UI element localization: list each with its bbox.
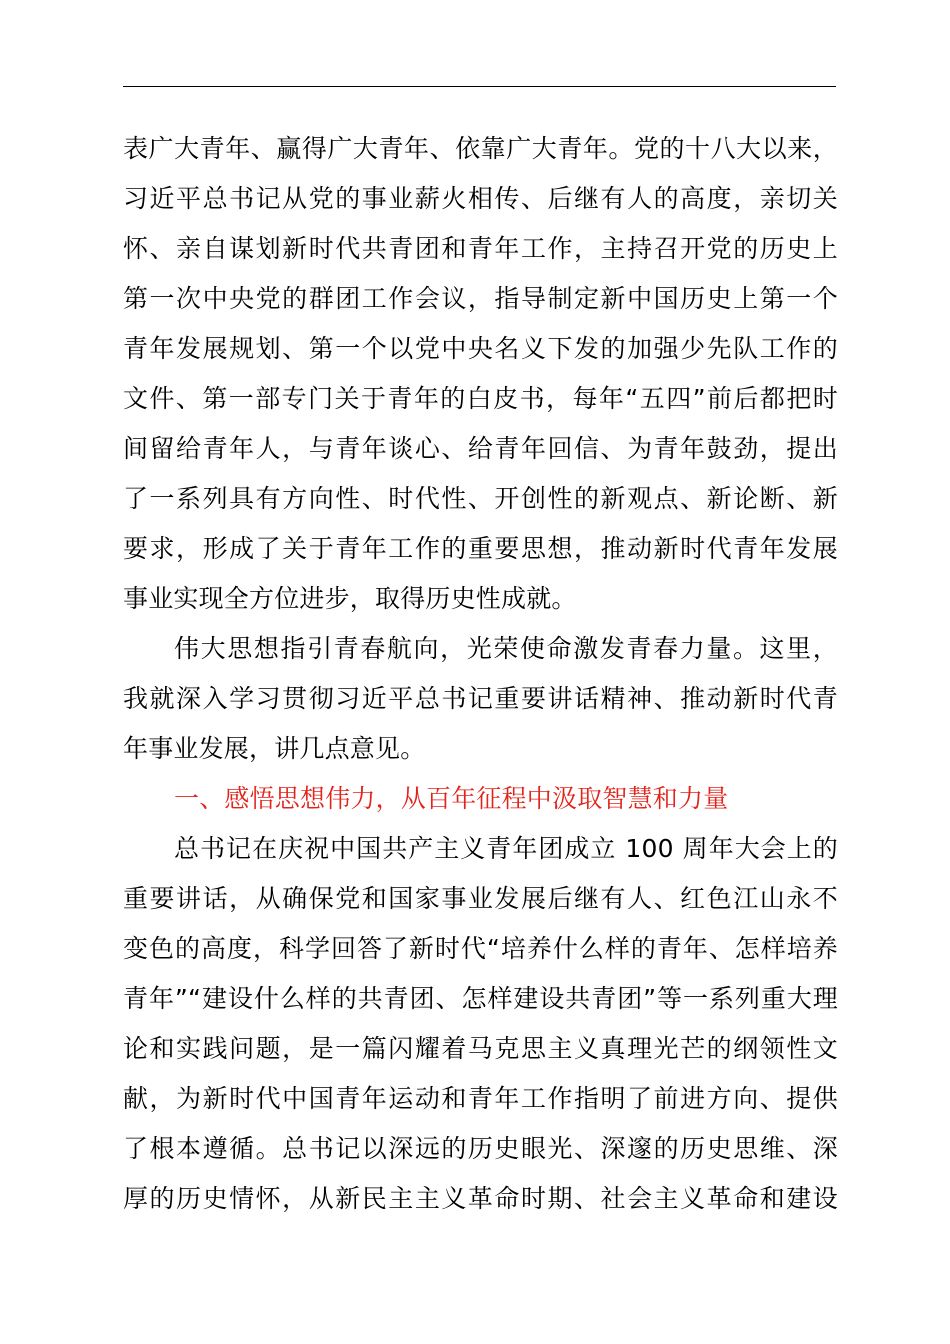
paragraph-first-line: 总书记在庆祝中国共产主义青年团成立 100 周年大会上的 — [174, 834, 838, 863]
section-heading: 一、感悟思想伟力，从百年征程中汲取智慧和力量 — [174, 784, 729, 813]
text-line: 青年”“建设什么样的共青团、怎样建设共青团”等一系列重大理 — [123, 984, 838, 1013]
text-line: 事业实现全方位进步，取得历史性成就。 — [123, 584, 577, 613]
text-line: 论和实践问题，是一篇闪耀着马克思主义真理光芒的纲领性文 — [123, 1034, 838, 1063]
text-line: 了一系列具有方向性、时代性、开创性的新观点、新论断、新 — [123, 484, 838, 513]
paragraph-first-line: 伟大思想指引青春航向，光荣使命激发青春力量。这里， — [174, 634, 838, 663]
text-line: 厚的历史情怀，从新民主主义革命时期、社会主义革命和建设 — [123, 1184, 838, 1213]
body-text — [123, 124, 838, 1224]
text-line: 年事业发展，讲几点意见。 — [123, 734, 426, 763]
text-line: 我就深入学习贯彻习近平总书记重要讲话精神、推动新时代青 — [123, 684, 838, 713]
text-line: 第一次中央党的群团工作会议，指导制定新中国历史上第一个 — [123, 284, 838, 313]
text-line: 文件、第一部专门关于青年的白皮书，每年“五四”前后都把时 — [123, 384, 838, 413]
text-line: 重要讲话，从确保党和国家事业发展后继有人、红色江山永不 — [123, 884, 838, 913]
header-rule — [123, 86, 836, 87]
text-line: 变色的高度，科学回答了新时代“培养什么样的青年、怎样培养 — [123, 934, 838, 963]
text-line: 间留给青年人，与青年谈心、给青年回信、为青年鼓劲，提出 — [123, 434, 838, 463]
text-line: 怀、亲自谋划新时代共青团和青年工作，主持召开党的历史上 — [123, 234, 838, 263]
text-line: 献，为新时代中国青年运动和青年工作指明了前进方向、提供 — [123, 1084, 838, 1113]
text-line: 要求，形成了关于青年工作的重要思想，推动新时代青年发展 — [123, 534, 838, 563]
text-line: 表广大青年、赢得广大青年、依靠广大青年。党的十八大以来， — [123, 134, 838, 163]
text-line: 了根本遵循。总书记以深远的历史眼光、深邃的历史思维、深 — [123, 1134, 838, 1163]
text-line: 青年发展规划、第一个以党中央名义下发的加强少先队工作的 — [123, 334, 838, 363]
text-line: 习近平总书记从党的事业薪火相传、后继有人的高度，亲切关 — [123, 184, 838, 213]
